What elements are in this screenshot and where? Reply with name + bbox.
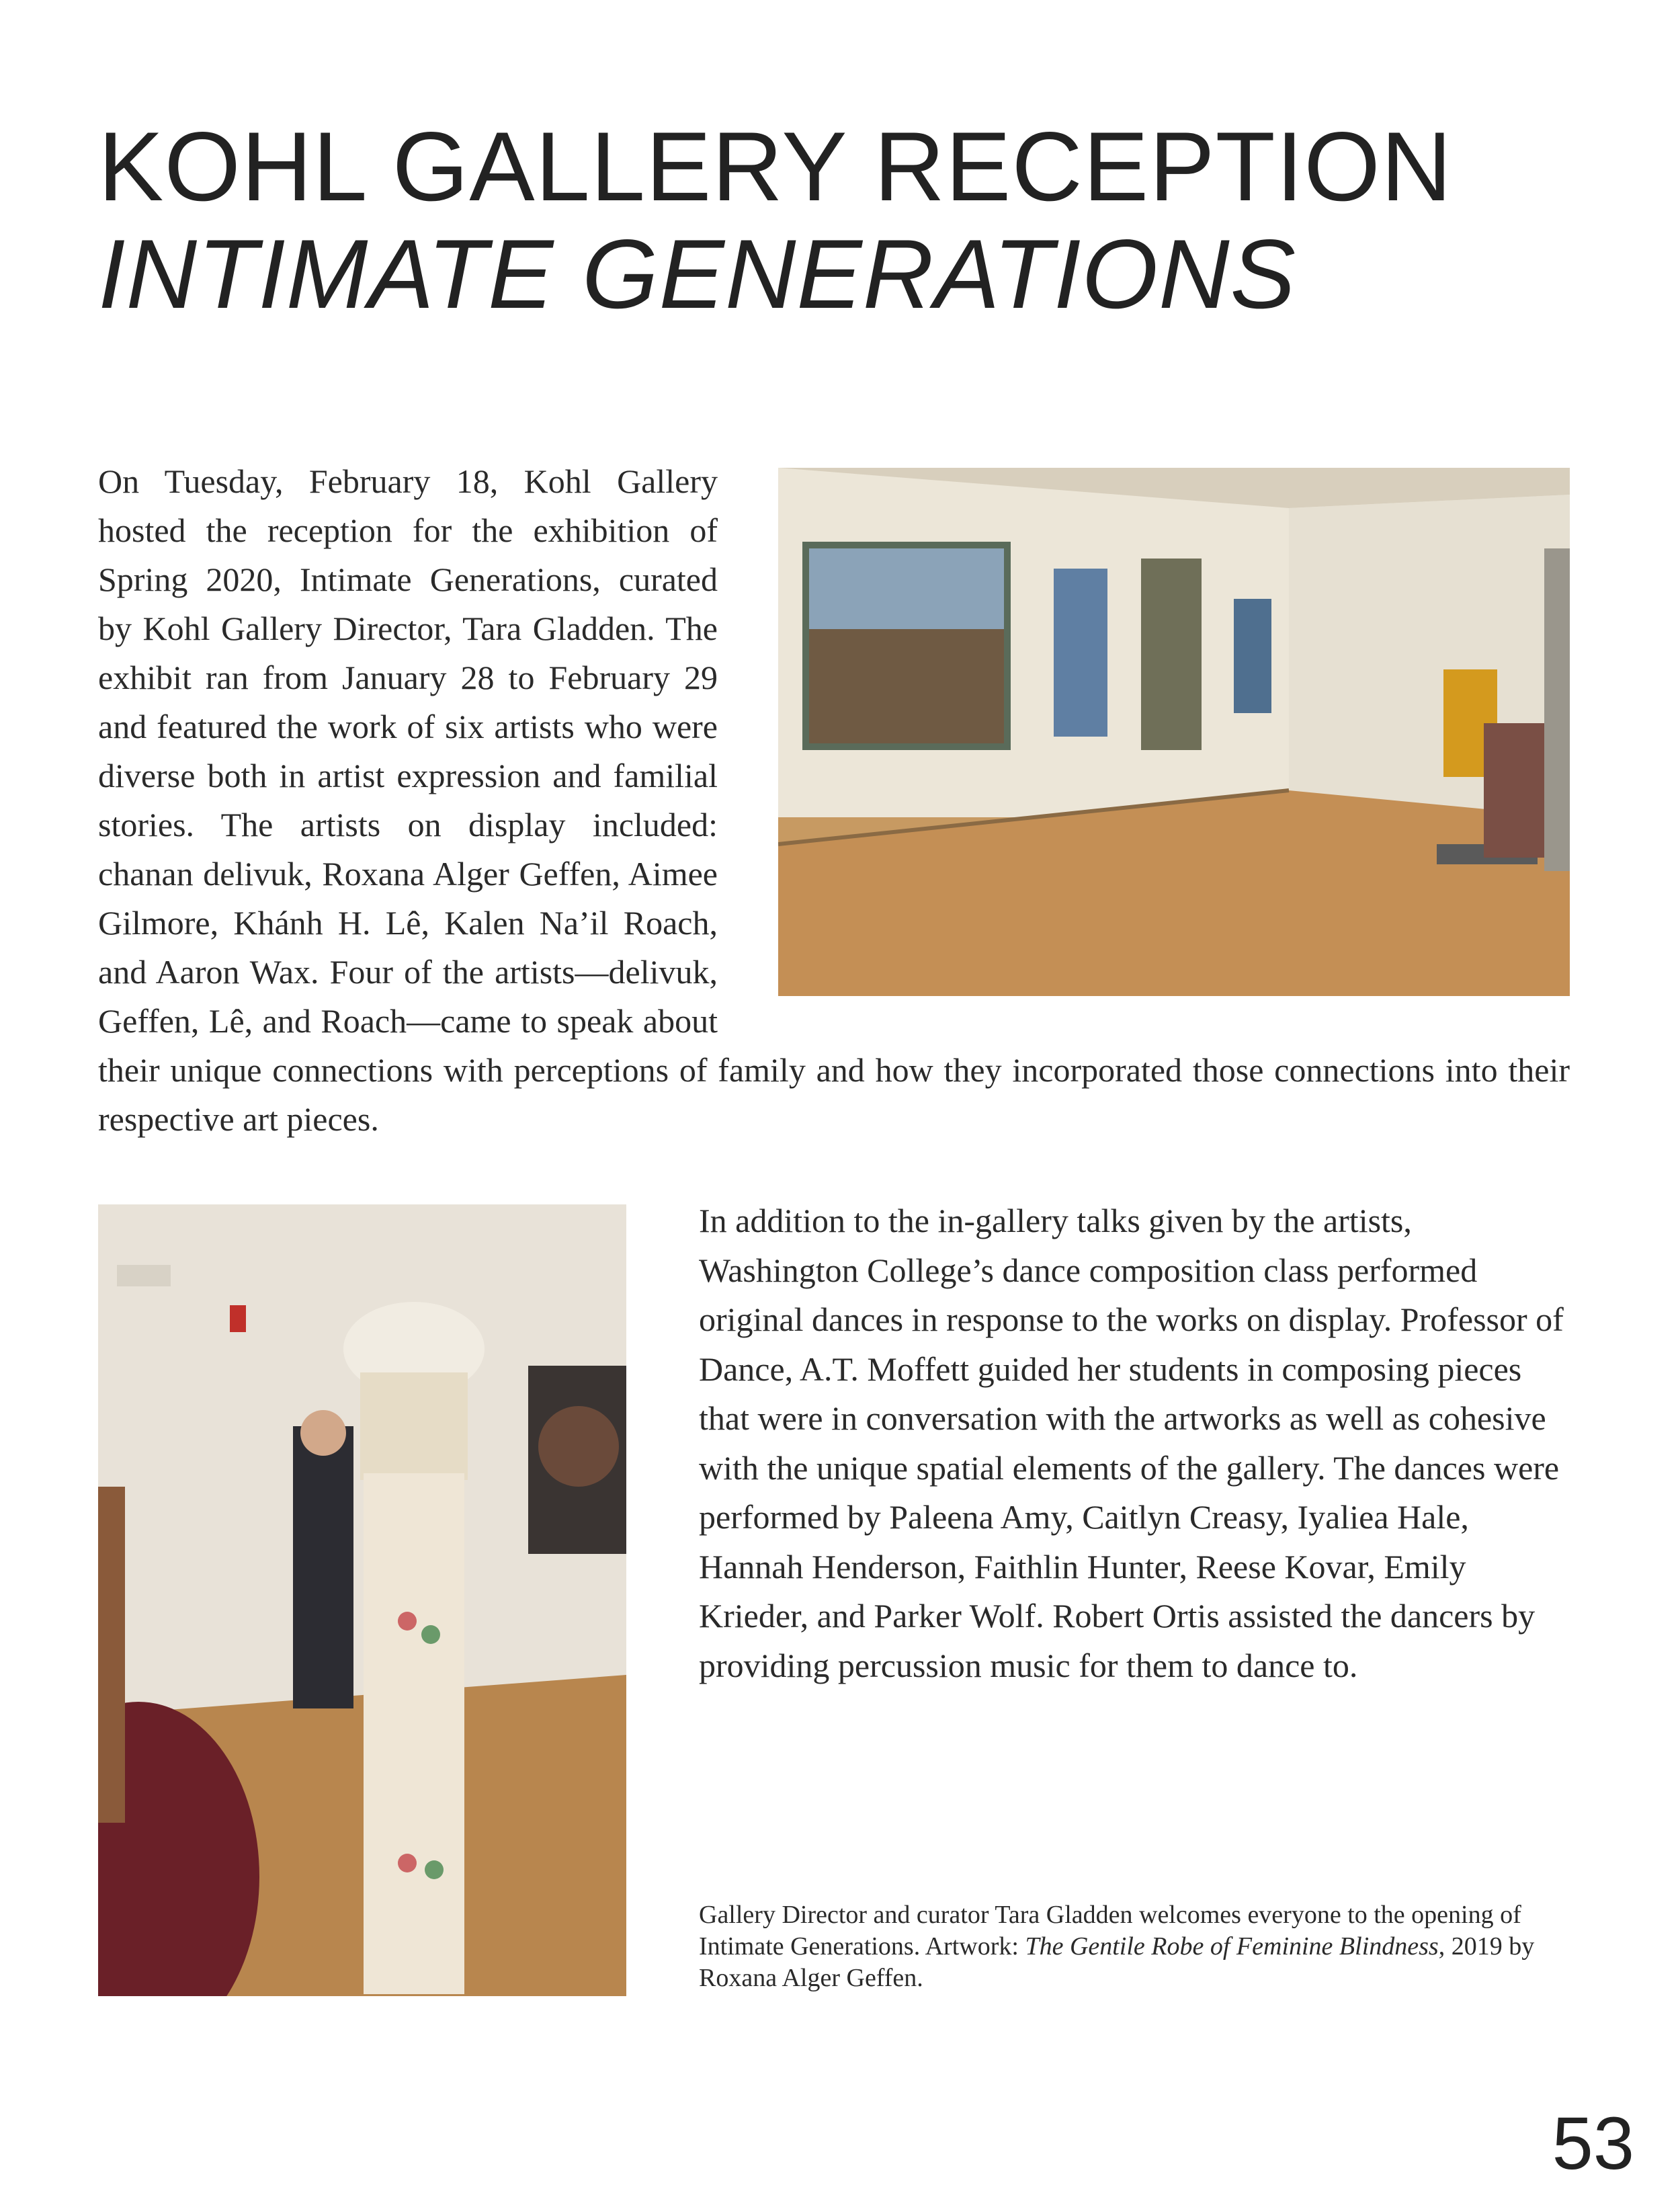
gallery-welcome-photo [98,1204,626,1996]
gallery-visitors-photo [778,468,1570,996]
photo-caption [699,1899,1572,1994]
caption-text-after: , 2019 by Roxana Alger Geffen. [699,1932,1535,1992]
page-title [98,113,1610,328]
article-paragraph-2: In addition to the in-gallery talks given by the artists, Washington College’s dance composition class performed original dances in response to the works on display. Professor of Dance, A.T. Moffett guided her students in composing pieces that were in conversation with the artworks as well as cohesive with the unique spatial elements of the gallery. The dances were performed by Paleena Amy, Caitlyn Creasy, Iyaliea Hale, Hannah Henderson, Faithlin Hunter, Reese Kovar, Emily Krieder, and Parker Wolf. Robert Ortis assisted the dancers by providing percussion music for them to dance to. [699,1202,1564,1684]
caption-artwork-title: The Gentile Robe of Feminine Blindness [1025,1932,1439,1961]
article-paragraph-1: On Tuesday, February 18, Kohl Gallery hosted the reception for the exhibition of Spring 2020, Intimate Generations, curated by Kohl Gallery Director, Tara Gladden. The exhibit ran from January 28 to February 29 and featured the work of six artists who were diverse both in artist expression and familial stories. The artists on display included: chanan delivuk, Roxana Alger Geffen, Aimee Gilmore, Khánh H. Lê, Kalen Na’il Roach, and Aaron Wax. Four of the artists—delivuk, Geffen, Lê, and Roach—came to speak about their unique connections with perceptions of family and how they incorporated those connections into their respective art pieces. [98,462,1570,1138]
article-paragraph-1-block [98,457,1570,1144]
title-line-2: INTIMATE GENERATIONS [98,219,1296,329]
page-number: 53 [1552,2102,1634,2185]
title-line-1: KOHL GALLERY RECEPTION [98,112,1453,221]
caption-text-before: Gallery Director and curator Tara Gladden welcomes everyone to the opening of Intimate Generations. Artwork: [699,1901,1521,1961]
